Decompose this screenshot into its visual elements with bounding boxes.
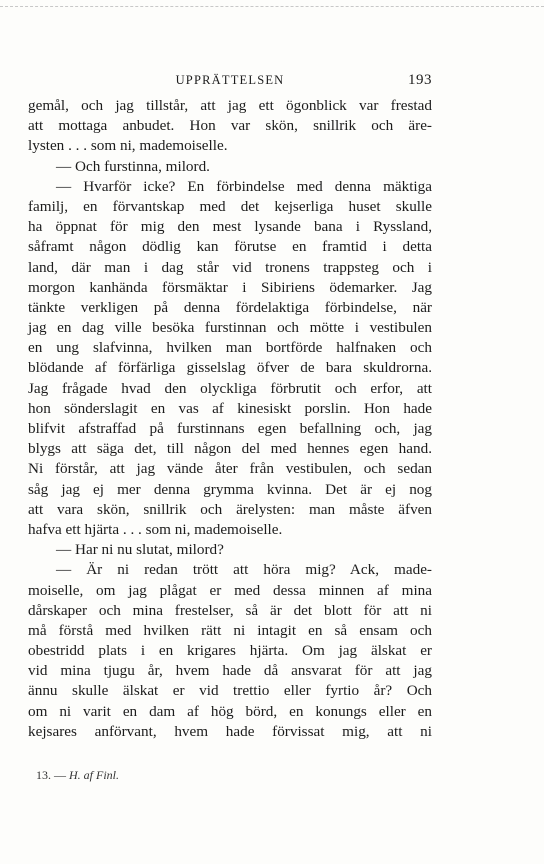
text-line: — Har ni nu slutat, milord? xyxy=(56,541,224,559)
text-line: obestridd plats i en krigares hjärta. Om jag älskat er xyxy=(28,642,432,660)
text-line: Ni förstår, att jag vände åter från vestibulen, och sedan xyxy=(28,460,432,478)
text-line: morgon kanhända försmäktar i Sibiriens ödemarker. Jag xyxy=(28,278,432,296)
text-line: moiselle, om jag plågat er med dessa minnen af mina xyxy=(28,581,432,599)
text-line: må förstå med hvilken rätt ni intagit en så ensam och xyxy=(28,621,432,639)
text-line: hafva ett hjärta . . . som ni, mademoiselle. xyxy=(28,520,283,538)
text-line: lysten . . . som ni, mademoiselle. xyxy=(28,137,228,155)
text-line: blygs att säga det, till någon del med hennes egen hand. xyxy=(28,440,432,458)
text-line: blifvit afstraffad på furstinnans egen befallning och, jag xyxy=(28,420,432,437)
signature-author: H. af Finl. xyxy=(69,768,119,782)
text-line: tänkte verkligen på denna fördelaktiga förbindelse, när xyxy=(28,298,432,316)
text-line: — Är ni redan trött att höra mig? Ack, made- xyxy=(56,561,432,579)
text-line: — Och furstinna, milord. xyxy=(56,157,210,175)
text-line: att mottaga anbudet. Hon var skön, snillrik och äre- xyxy=(28,117,432,135)
text-line: dårskaper och mina frestelser, så är det blott för att ni xyxy=(28,601,432,619)
text-line: ännu skulle älskat er vid trettio eller fyrtio år? Och xyxy=(28,682,432,700)
text-line: såframt någon dödlig kan förutse en framtid i detta xyxy=(28,238,432,256)
text-line: en ung slafvinna, hvilken man bortförde halfnaken och xyxy=(28,339,432,357)
text-line: vid mina tjugu år, hvem hade då ansvarat för att jag xyxy=(28,662,432,680)
running-head xyxy=(28,70,432,90)
text-line: Jag frågade hvad den olyckliga förbrutit och erfor, att xyxy=(28,379,432,397)
body-text xyxy=(28,96,432,742)
running-title: UPPRÄTTELSEN xyxy=(175,73,285,87)
text-line: jag en dag ville besöka furstinnan och mötte i vestibulen xyxy=(28,319,432,337)
text-line: blödande af förfärliga gisselslag öfver de bara skuldrorna. xyxy=(28,359,432,377)
signature-number: 13. — xyxy=(36,768,66,782)
text-line: familj, en förvantskap med det kejserliga huset skulle xyxy=(28,197,432,215)
text-line: kejsares anförvant, hvem hade förvissat mig, att ni xyxy=(28,722,432,740)
text-line: såg jag ej mer denna grymma kvinna. Det är ej nog xyxy=(28,480,432,498)
text-line: ha öppnat för mig den mest lysande bana i Ryssland, xyxy=(28,218,432,236)
text-line: gemål, och jag tillstår, att jag ett ögonblick var frestad xyxy=(28,97,432,114)
text-line: — Hvarför icke? En förbindelse med denna mäktiga xyxy=(56,177,432,195)
printer-signature xyxy=(36,767,119,783)
text-line: land, där man i dag står vid tronens trappsteg och i xyxy=(28,258,432,276)
text-line: om ni varit en dam af hög börd, en konungs eller en xyxy=(28,702,432,720)
page-number: 193 xyxy=(408,72,432,88)
text-line: hon sönderslagit en vas af kinesiskt porslin. Hon hade xyxy=(28,399,432,417)
text-line: att vara skön, snillrik och ärelysten: man måste äfven xyxy=(28,500,432,518)
page-edge-line xyxy=(0,6,544,7)
